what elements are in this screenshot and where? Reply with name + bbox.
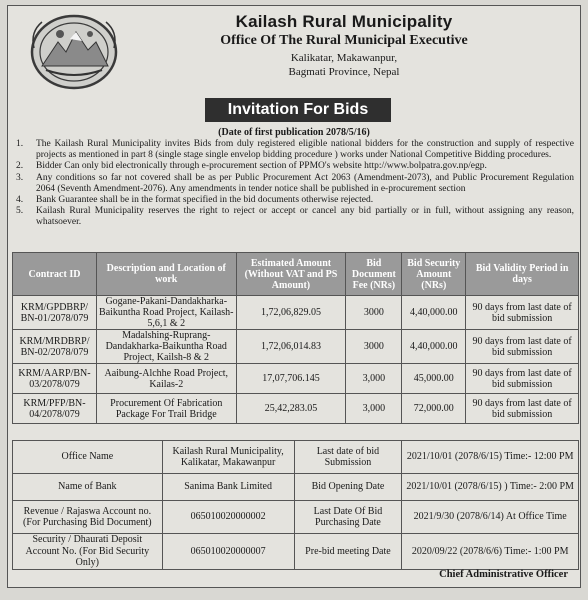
- info-value: Kailash Rural Municipality, Kalikatar, Makawanpur: [162, 441, 294, 474]
- term-item: [12, 173, 574, 195]
- term-text: Kailash Rural Municipality reserves the right to reject or accept or cancel any bid partially or in full, without assigning any reason, whatsoever.: [36, 206, 574, 228]
- term-item: [12, 139, 574, 161]
- info-label: Last date of bid Submission: [294, 441, 402, 474]
- info-table: [12, 440, 579, 570]
- work-description: Aaibung-Alchhe Road Project, Kailas-2: [96, 364, 236, 394]
- contract-id: KRM/GPDBRP/ BN-01/2078/079: [13, 296, 97, 330]
- info-value: 2021/9/30 (2078/6/14) At Office Time: [402, 501, 579, 534]
- municipality-name: Kailash Rural Municipality: [235, 12, 453, 31]
- validity-period: 90 days from last date of bid submission: [466, 364, 579, 394]
- header: [128, 12, 560, 78]
- term-number: 5.: [16, 206, 24, 217]
- info-value: Sanima Bank Limited: [162, 474, 294, 501]
- notice-page: [7, 5, 581, 588]
- term-text: The Kailash Rural Municipality invites Bids from duly registered eligible national bidders for the construction and supply of respective projects as mentioned in part 8 (single stage single envelop bidding procedure ) works under National Competitive Bidding procedures.: [36, 139, 574, 161]
- term-number: 3.: [16, 172, 24, 183]
- info-value: 2021/10/01 (2078/6/15) Time:- 12:00 PM: [402, 441, 579, 474]
- term-item: [12, 195, 574, 206]
- bids-table: [12, 252, 579, 424]
- security-amount: 72,000.00: [402, 394, 466, 424]
- work-description: Gogane-Pakani-Dandakharka-Baikuntha Road Project, Kailash-5,6,1 & 2: [96, 296, 236, 330]
- signatory-title: Chief Administrative Officer: [439, 569, 568, 580]
- term-text: Bidder Can only bid electronically through e-procurement section of PPMO's website http://www.bolpatra.gov.np/egp.: [36, 161, 487, 172]
- term-item: [12, 206, 574, 228]
- info-value: 065010020000002: [162, 501, 294, 534]
- contract-id: KRM/AARP/BN-03/2078/079: [13, 364, 97, 394]
- column-header: Bid Validity Period in days: [466, 253, 579, 296]
- estimated-amount: 1,72,06,014.83: [236, 330, 346, 364]
- security-amount: 45,000.00: [402, 364, 466, 394]
- address-line-1: Kalikatar, Makawanpur,: [290, 52, 398, 64]
- info-label: Office Name: [13, 441, 163, 474]
- document-fee: 3,000: [346, 364, 402, 394]
- contract-id: KRM/MRDBRP/ BN-02/2078/079: [13, 330, 97, 364]
- validity-period: 90 days from last date of bid submission: [466, 330, 579, 364]
- table-row: [13, 296, 579, 330]
- municipality-seal-icon: [20, 12, 128, 90]
- info-value: 065010020000007: [162, 534, 294, 570]
- work-description: Madalshing-Ruprang-Dandakharka-Baikuntha Road Project, Kailsh-8 & 2: [96, 330, 236, 364]
- document-fee: 3,000: [346, 394, 402, 424]
- column-header: Bid Security Amount (NRs): [402, 253, 466, 296]
- table-row: [13, 534, 579, 570]
- validity-period: 90 days from last date of bid submission: [466, 296, 579, 330]
- estimated-amount: 1,72,06,829.05: [236, 296, 346, 330]
- notice-title: Invitation For Bids: [205, 98, 391, 122]
- table-row: [13, 501, 579, 534]
- table-row: [13, 394, 579, 424]
- validity-period: 90 days from last date of bid submission: [466, 394, 579, 424]
- info-label: Revenue / Rajaswa Account no. (For Purchasing Bid Document): [13, 501, 163, 534]
- table-row: [13, 330, 579, 364]
- address-line-2: Bagmati Province, Nepal: [288, 66, 400, 78]
- term-number: 2.: [16, 161, 24, 172]
- bids-table-header-row: [13, 253, 579, 296]
- term-item: [12, 161, 574, 172]
- document-fee: 3000: [346, 330, 402, 364]
- term-number: 1.: [16, 139, 24, 149]
- info-label: Bid Opening Date: [294, 474, 402, 501]
- info-value: 2021/10/01 (2078/6/15) ) Time:- 2:00 PM: [402, 474, 579, 501]
- term-text: Any conditions so far not covered shall be as per Public Procurement Act 2063 (Amendment-2073), and Public Procurement Regulation 2064 (Seventh Amendment-2076). Any amendments in tender notice shall be published in e-procurement section: [36, 172, 574, 194]
- work-description: Procurement Of Fabrication Package For Trail Bridge: [96, 394, 236, 424]
- info-label: Security / Dhaurati Deposit Account No. (For Bid Security Only): [13, 534, 163, 570]
- column-header: Description and Location of work: [96, 253, 236, 296]
- terms-list: [12, 139, 574, 229]
- security-amount: 4,40,000.00: [402, 296, 466, 330]
- publication-date: (Date of first publication 2078/5/16): [218, 127, 370, 138]
- column-header: Bid Document Fee (NRs): [346, 253, 402, 296]
- table-row: [13, 474, 579, 501]
- term-number: 4.: [16, 195, 24, 206]
- term-text: Bank Guarantee shall be in the format specified in the bid documents otherwise rejected.: [36, 195, 374, 206]
- info-label: Last Date Of Bid Purchasing Date: [294, 501, 402, 534]
- document-fee: 3000: [346, 296, 402, 330]
- column-header: Estimated Amount (Without VAT and PS Amount): [236, 253, 346, 296]
- security-amount: 4,40,000.00: [402, 330, 466, 364]
- info-value: 2020/09/22 (2078/6/6) Time:- 1:00 PM: [402, 534, 579, 570]
- office-name: Office Of The Rural Municipal Executive: [220, 33, 468, 48]
- info-label: Name of Bank: [13, 474, 163, 501]
- estimated-amount: 17,07,706.145: [236, 364, 346, 394]
- table-row: [13, 441, 579, 474]
- info-label: Pre-bid meeting Date: [294, 534, 402, 570]
- column-header: Contract ID: [13, 253, 97, 296]
- table-row: [13, 364, 579, 394]
- contract-id: KRM/PFP/BN-04/2078/079: [13, 394, 97, 424]
- estimated-amount: 25,42,283.05: [236, 394, 346, 424]
